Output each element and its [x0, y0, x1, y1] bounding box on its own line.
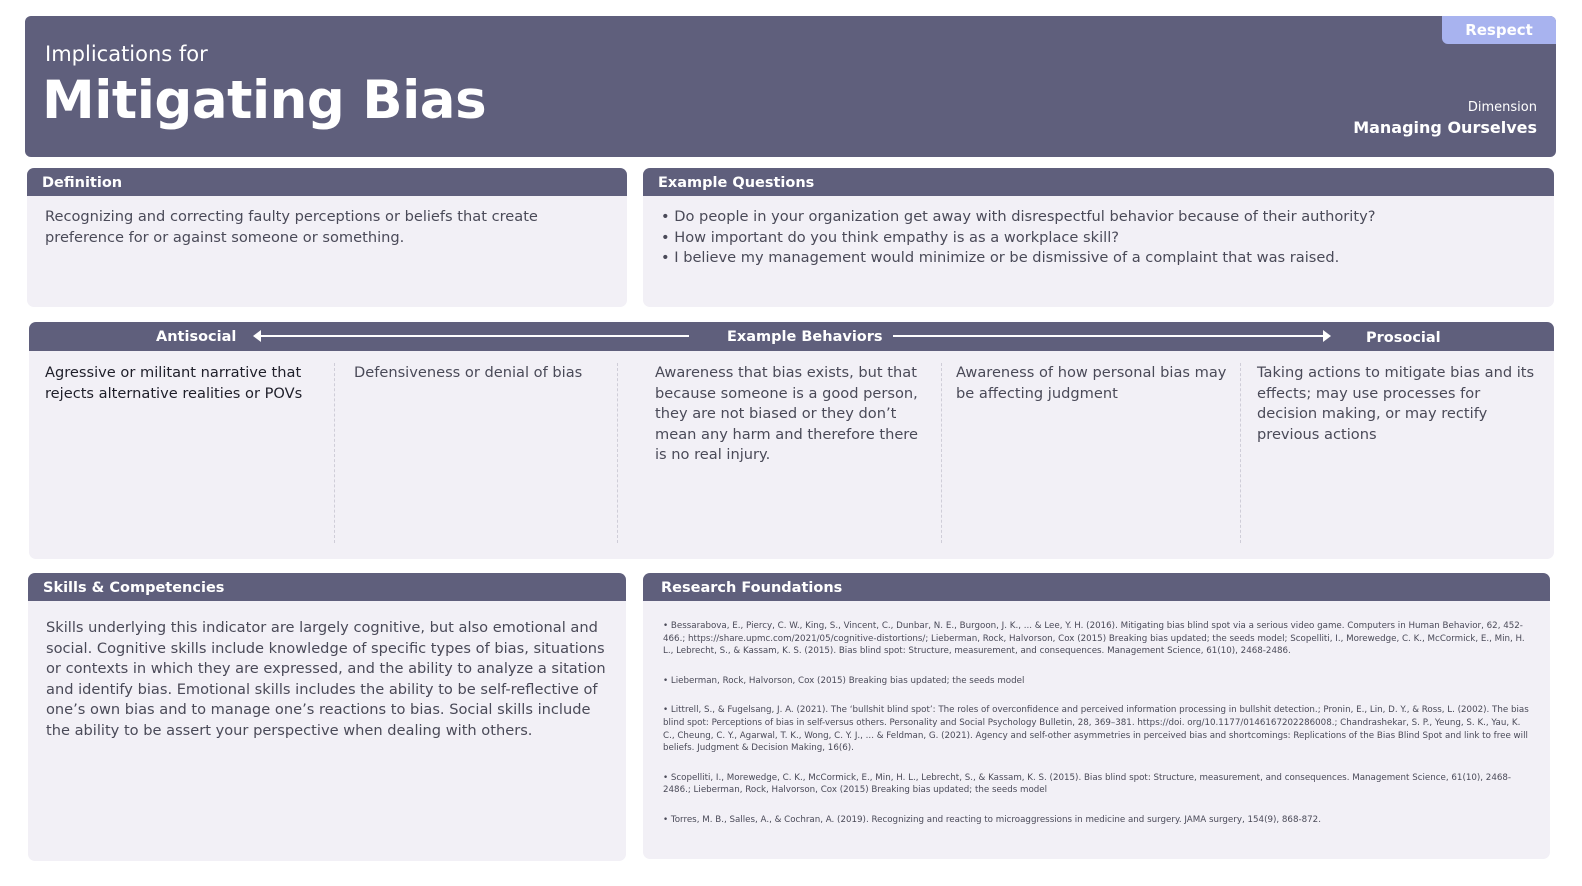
reference-item: • Scopelliti, I., Morewedge, C. K., McCormick, E., Min, H. L., Lebrecht, S., & Kassam, K. S. (2015). Bias blind spot: Structure, measurement, and consequences. Management Science, 61(10), 2468-2486.; Lieberman, Rock, Halvorson, Cox (2015) Breaking bias updated; the seeds model	[663, 772, 1512, 796]
example-questions-list	[643, 196, 1554, 269]
page-title: Mitigating Bias	[42, 70, 487, 131]
behaviors-bar	[29, 322, 1554, 351]
column-divider	[941, 363, 942, 543]
behavior-column-2: Defensiveness or denial of bias	[354, 364, 583, 381]
example-questions-card	[643, 168, 1554, 307]
dimension-label: Dimension	[1467, 100, 1537, 115]
research-list	[643, 601, 1550, 827]
header-kicker: Implications for	[45, 42, 208, 66]
question-item: • How important do you think empathy is as a workplace skill?	[661, 228, 1120, 246]
arrow-right-icon	[893, 335, 1325, 337]
column-divider	[617, 363, 618, 543]
definition-text: Recognizing and correcting faulty perceptions or beliefs that create preference for or against someone or something.	[45, 208, 538, 246]
prosocial-label: Prosocial	[1366, 330, 1441, 346]
skills-title: Skills & Competencies	[28, 573, 626, 601]
example-behaviors-card	[29, 322, 1554, 559]
behavior-column-5: Taking actions to mitigate bias and its effects; may use processes for decision making, or may rectify previous actions	[1257, 364, 1535, 443]
research-title: Research Foundations	[643, 573, 1550, 601]
definition-title: Definition	[27, 168, 627, 196]
question-item: • Do people in your organization get away with disrespectful behavior because of their authority?	[661, 208, 1376, 225]
behavior-column-4: Awareness of how personal bias may be affecting judgment	[956, 364, 1227, 402]
definition-card	[27, 168, 627, 307]
behavior-column-3: Awareness that bias exists, but that because someone is a good person, they are not biased or they don’t mean any harm and therefore there is no real injury.	[655, 364, 918, 463]
reference-item: • Torres, M. B., Salles, A., & Cochran, A. (2019). Recognizing and reacting to microaggressions in medicine and surgery. JAMA surgery, 154(9), 868-872.	[663, 814, 1321, 825]
reference-item: • Bessarabova, E., Piercy, C. W., King, S., Vincent, C., Dunbar, N. E., Burgoon, J. K., ... & Lee, Y. H. (2016). Mitigating bias blind spot via a serious video game. Computers in Human Behavior, 62, 452-466.; https://share.upmc.com/2021/05/cognitive-distortions/; Lieberman, Rock, Halvorson, Cox (2015) Breaking bias updated; the seeds model; Scopelliti, I., Morewedge, C. K., McCormick, E., Min, H. L., Lebrecht, S., & Kassam, K. S. (2015). Bias blind spot: Structure, measurement, and consequences. Management Science, 61(10), 2468-2486.	[663, 621, 1525, 657]
skills-card	[28, 573, 626, 861]
behavior-column-1: Agressive or militant narrative that rejects alternative realities or POVs	[45, 364, 303, 402]
example-questions-title: Example Questions	[643, 168, 1554, 196]
research-card	[643, 573, 1550, 859]
skills-text: Skills underlying this indicator are largely cognitive, but also emotional and social. Cognitive skills include knowledge of specific types of bias, situations or contexts in which they are expressed, and the ability to analyze a sitation and identify bias. Emotional skills includes the ability to be self-reflective of one’s own bias and to manage one’s reactions to bias. Social skills include the ability to be assert your perspective when dealing with others.	[46, 619, 606, 739]
reference-item: • Littrell, S., & Fugelsang, J. A. (2021). The ‘bullshit blind spot’: The roles of overconfidence and perceived information processing in bullshit detection.; Pronin, E., Lin, D. Y., & Ross, L. (2002). The bias blind spot: Perceptions of bias in self-versus others. Personality and Social Psychology Bulletin, 28, 369–381. https://doi. org/10.1177/0146167202286008.; Chandrashekar, S. P., Yeung, S. K., Yau, K. C., Cheung, C. Y., Agarwal, T. K., Wong, C. Y. J., ... & Feldman, G. (2021). Agency and self-other asymmetries in perceived bias and shortcomings: Replications of the Bias Blind Spot and link to free will beliefs. Judgment & Decision Making, 16(6).	[663, 705, 1529, 754]
header-banner	[25, 16, 1556, 157]
arrow-left-icon	[259, 335, 689, 337]
question-item: • I believe my management would minimize or be dismissive of a complaint that was raised.	[661, 249, 1340, 266]
column-divider	[334, 363, 335, 543]
dimension-value: Managing Ourselves	[1353, 118, 1537, 137]
respect-badge[interactable]: Respect	[1442, 16, 1556, 44]
example-behaviors-title: Example Behaviors	[727, 329, 883, 345]
antisocial-label: Antisocial	[156, 329, 237, 345]
column-divider	[1240, 363, 1241, 543]
reference-item: • Lieberman, Rock, Halvorson, Cox (2015) Breaking bias updated; the seeds model	[663, 675, 1025, 686]
